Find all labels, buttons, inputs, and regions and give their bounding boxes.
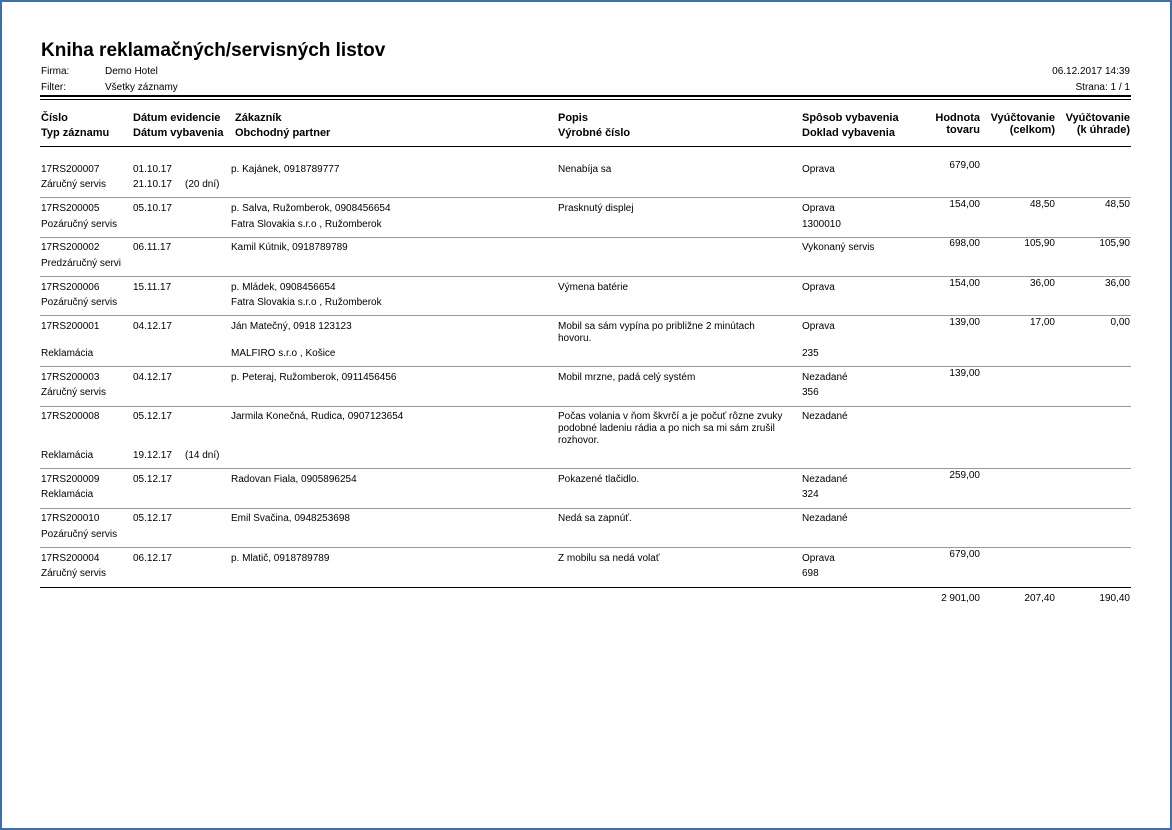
row-zakaznik: Emil Svačina, 0948253698	[231, 513, 350, 524]
row-separator	[40, 468, 1131, 469]
row-separator	[40, 547, 1131, 548]
row-doklad: 698	[802, 568, 819, 579]
totals-divider	[40, 587, 1131, 588]
row-sposob: Oprava	[802, 282, 835, 293]
row-zakaznik: Jarmila Konečná, Rudica, 0907123654	[231, 411, 404, 422]
row-cislo: 17RS200010	[41, 513, 100, 524]
row-uhrade: 0,00	[1110, 317, 1130, 328]
row-cislo: 17RS200003	[41, 372, 100, 383]
row-typ: Reklamácia	[41, 348, 94, 359]
row-separator	[40, 406, 1131, 407]
total-uhrade: 190,40	[1099, 593, 1130, 604]
col-hodnota-1: Hodnota	[935, 112, 980, 124]
row-doklad: 235	[802, 348, 819, 359]
row-popis: Pokazené tlačidlo.	[558, 474, 640, 485]
row-datum-evidencie: 15.11.17	[133, 282, 172, 293]
row-doklad: 324	[802, 489, 819, 500]
col-vyuctovanie-celkom-2: (celkom)	[1009, 124, 1055, 136]
row-datum-evidencie: 04.12.17	[133, 321, 172, 332]
row-zakaznik: p. Kajánek, 0918789777	[231, 164, 340, 175]
row-typ: Reklamácia	[41, 489, 94, 500]
col-sposob-vybavenia: Spôsob vybavenia	[802, 112, 899, 124]
row-hodnota: 139,00	[949, 368, 980, 379]
row-sposob: Oprava	[802, 164, 835, 175]
col-hodnota-2: tovaru	[946, 124, 980, 136]
row-hodnota: 679,00	[949, 549, 980, 560]
row-typ: Záručný servis	[41, 387, 107, 398]
col-obchodny-partner: Obchodný partner	[235, 127, 331, 139]
row-datum-evidencie: 05.12.17	[133, 474, 172, 485]
firma-value: Demo Hotel	[105, 66, 158, 77]
row-doklad: 356	[802, 387, 819, 398]
row-typ: Predzáručný servi	[41, 258, 122, 269]
row-zakaznik: Radovan Fiala, 0905896254	[231, 474, 357, 485]
row-cislo: 17RS200002	[41, 242, 100, 253]
row-celkom: 17,00	[1029, 317, 1055, 328]
row-separator	[40, 366, 1131, 367]
row-popis: Výmena batérie	[558, 282, 629, 293]
row-separator	[40, 508, 1131, 509]
row-sposob: Oprava	[802, 553, 835, 564]
row-typ: Reklamácia	[41, 450, 94, 461]
row-separator	[40, 276, 1131, 277]
col-datum-vybavenia: Dátum vybavenia	[133, 127, 224, 139]
row-cislo: 17RS200001	[41, 321, 100, 332]
row-cislo: 17RS200004	[41, 553, 100, 564]
row-uhrade: 105,90	[1099, 238, 1130, 249]
row-cislo: 17RS200007	[41, 164, 100, 175]
row-partner: MALFIRO s.r.o , Košice	[231, 348, 336, 359]
row-typ: Pozáručný servis	[41, 529, 118, 540]
row-zakaznik: Ján Matečný, 0918 123123	[231, 321, 352, 332]
row-typ: Záručný servis	[41, 568, 107, 579]
row-uhrade: 48,50	[1104, 199, 1130, 210]
columns-divider	[40, 146, 1131, 147]
row-datum-evidencie: 01.10.17	[133, 164, 172, 175]
col-doklad-vybavenia: Doklad vybavenia	[802, 127, 895, 139]
row-partner: Fatra Slovakia s.r.o , Ružomberok	[231, 219, 382, 230]
col-popis: Popis	[558, 112, 588, 124]
total-celkom: 207,40	[1024, 593, 1055, 604]
col-datum-evidencie: Dátum evidencie	[133, 112, 221, 124]
row-uhrade: 36,00	[1104, 278, 1130, 289]
row-sposob: Oprava	[802, 321, 835, 332]
row-hodnota: 139,00	[949, 317, 980, 328]
row-separator	[40, 315, 1131, 316]
row-dni: (14 dní)	[185, 450, 220, 461]
row-sposob: Nezadané	[802, 411, 848, 422]
row-datum-evidencie: 04.12.17	[133, 372, 172, 383]
row-typ: Pozáručný servis	[41, 297, 118, 308]
row-popis: Z mobilu sa nedá volať	[558, 553, 660, 564]
page-number: Strana: 1 / 1	[1075, 82, 1130, 93]
row-sposob: Oprava	[802, 203, 835, 214]
col-vyuctovanie-celkom-1: Vyúčtovanie	[990, 112, 1055, 124]
row-celkom: 105,90	[1024, 238, 1055, 249]
row-zakaznik: Kamil Kútnik, 0918789789	[231, 242, 348, 253]
row-zakaznik: p. Salva, Ružomberok, 0908456654	[231, 203, 391, 214]
col-vyuctovanie-uhrade-1: Vyúčtovanie	[1065, 112, 1130, 124]
row-typ: Záručný servis	[41, 179, 107, 190]
row-popis: Mobil sa sám vypína po približne 2 minútach hovoru.	[558, 321, 755, 344]
row-datum-vybavenia: 19.12.17	[133, 450, 172, 461]
col-zakaznik: Zákazník	[235, 112, 282, 124]
total-hodnota: 2 901,00	[941, 593, 980, 604]
row-popis: Počas volania v ňom škvrčí a je počuť rôzne zvuky podobné ladeniu rádia a po nich sa mi sám zrušil rozhovor.	[558, 411, 783, 446]
report-datetime: 06.12.2017 14:39	[1052, 66, 1130, 77]
row-hodnota: 698,00	[949, 238, 980, 249]
row-datum-evidencie: 05.12.17	[133, 411, 172, 422]
col-vyuctovanie-uhrade-2: (k úhrade)	[1076, 124, 1130, 136]
row-sposob: Vykonaný servis	[802, 242, 875, 253]
row-typ: Pozáručný servis	[41, 219, 118, 230]
row-popis: Prasknutý displej	[558, 203, 634, 214]
firma-label: Firma:	[41, 66, 70, 77]
row-popis: Nedá sa zapnúť.	[558, 513, 632, 524]
row-sposob: Nezadané	[802, 513, 848, 524]
col-cislo: Číslo	[41, 112, 68, 124]
row-datum-vybavenia: 21.10.17	[133, 179, 172, 190]
row-datum-evidencie: 06.11.17	[133, 242, 172, 253]
row-partner: Fatra Slovakia s.r.o , Ružomberok	[231, 297, 382, 308]
col-typ: Typ záznamu	[41, 127, 110, 139]
row-hodnota: 154,00	[949, 278, 980, 289]
row-separator	[40, 197, 1131, 198]
col-vyrobne-cislo: Výrobné číslo	[558, 127, 631, 139]
row-cislo: 17RS200006	[41, 282, 100, 293]
row-sposob: Nezadané	[802, 474, 848, 485]
row-popis: Mobil mrzne, padá celý systém	[558, 372, 696, 383]
row-zakaznik: p. Mlatič, 0918789789	[231, 553, 330, 564]
row-hodnota: 679,00	[949, 160, 980, 171]
filter-value: Všetky záznamy	[105, 82, 178, 93]
report-title: Kniha reklamačných/servisných listov	[41, 40, 386, 61]
row-datum-evidencie: 05.10.17	[133, 203, 172, 214]
row-zakaznik: p. Mládek, 0908456654	[231, 282, 336, 293]
row-dni: (20 dní)	[185, 179, 220, 190]
row-cislo: 17RS200008	[41, 411, 100, 422]
row-cislo: 17RS200005	[41, 203, 100, 214]
row-popis: Nenabíja sa	[558, 164, 612, 175]
row-sposob: Nezadané	[802, 372, 848, 383]
row-celkom: 36,00	[1029, 278, 1055, 289]
row-zakaznik: p. Peteraj, Ružomberok, 0911456456	[231, 372, 397, 383]
filter-label: Filter:	[41, 82, 66, 93]
row-datum-evidencie: 06.12.17	[133, 553, 172, 564]
header-divider-thick	[40, 95, 1131, 97]
row-hodnota: 154,00	[949, 199, 980, 210]
row-doklad: 1300010	[802, 219, 841, 230]
row-cislo: 17RS200009	[41, 474, 100, 485]
row-datum-evidencie: 05.12.17	[133, 513, 172, 524]
header-divider-thin	[40, 99, 1131, 100]
row-hodnota: 259,00	[949, 470, 980, 481]
row-celkom: 48,50	[1029, 199, 1055, 210]
